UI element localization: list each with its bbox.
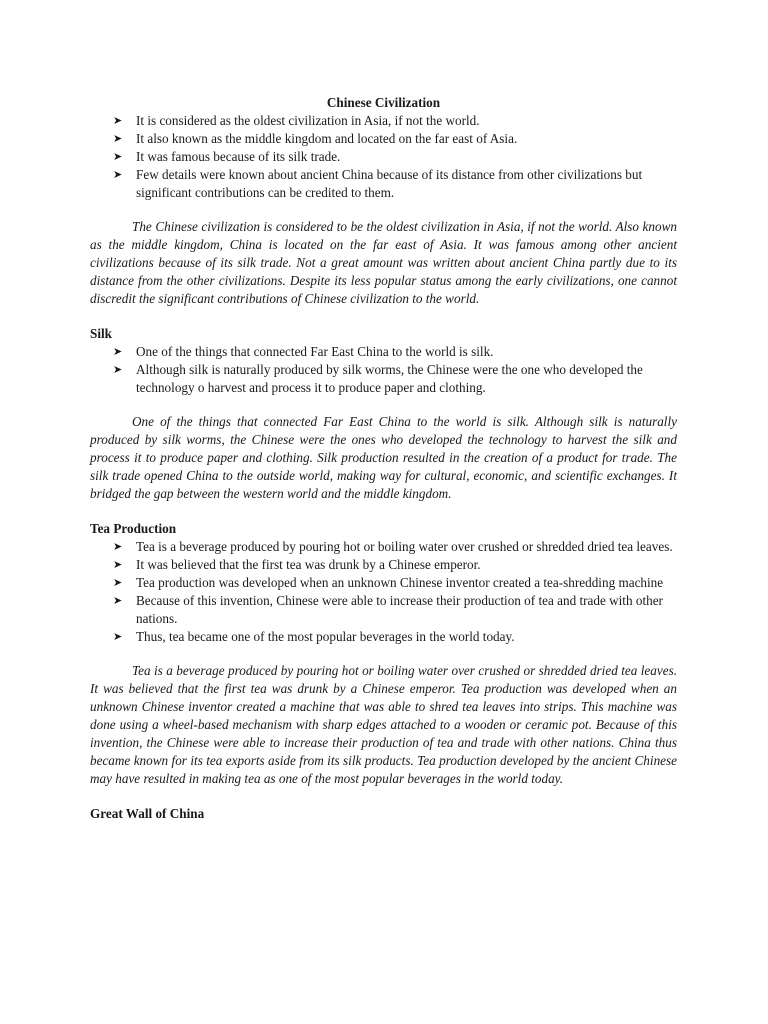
arrow-bullet-icon: ➤ bbox=[113, 115, 123, 127]
list-item: ➤ Tea is a beverage produced by pouring hot or boiling water over crushed or shredded dried tea leaves. bbox=[113, 539, 673, 554]
intro-bullet-list bbox=[90, 112, 677, 202]
section-heading-silk: Silk bbox=[90, 326, 112, 341]
list-item: ➤ One of the things that connected Far East China to the world is silk. bbox=[113, 344, 494, 359]
intro-paragraph: The Chinese civilization is considered to be the oldest civilization in Asia, if not the world. Also known as the middle kingdom, China is located on the far east of Asia. It was famous among other ancient civilizations because of its silk trade. Not a great amount was written about ancient China partly due to its distance from the other civilizations. Despite its less popular status among the early civilizations, one cannot discredit the significant contributions of Chinese civilization to the world. bbox=[90, 219, 677, 306]
arrow-bullet-icon: ➤ bbox=[113, 577, 123, 589]
list-item: ➤ It is considered as the oldest civilization in Asia, if not the world. bbox=[113, 113, 480, 128]
section-heading-tea: Tea Production bbox=[90, 521, 177, 536]
list-item: ➤ Tea production was developed when an unknown Chinese inventor created a tea-shredding machine bbox=[113, 575, 664, 590]
section-heading-great-wall: Great Wall of China bbox=[90, 806, 205, 821]
arrow-bullet-icon: ➤ bbox=[113, 346, 123, 358]
arrow-bullet-icon: ➤ bbox=[113, 133, 123, 145]
arrow-bullet-icon: ➤ bbox=[113, 631, 123, 643]
document-page bbox=[90, 94, 677, 823]
tea-bullet-list bbox=[90, 538, 677, 646]
arrow-bullet-icon: ➤ bbox=[113, 559, 123, 571]
page-title: Chinese Civilization bbox=[326, 95, 441, 110]
list-item: ➤ Because of this invention, Chinese were able to increase their production of tea and trade with other nations. bbox=[113, 593, 663, 626]
list-item: ➤ It also known as the middle kingdom and located on the far east of Asia. bbox=[113, 131, 518, 146]
list-item: ➤ It was believed that the first tea was drunk by a Chinese emperor. bbox=[113, 557, 481, 572]
silk-bullet-list bbox=[90, 343, 677, 397]
arrow-bullet-icon: ➤ bbox=[113, 364, 123, 376]
arrow-bullet-icon: ➤ bbox=[113, 169, 123, 181]
tea-paragraph: Tea is a beverage produced by pouring hot or boiling water over crushed or shredded dried tea leaves. It was believed that the first tea was drunk by a Chinese emperor. Tea production was developed when an unknown Chinese inventor created a machine that was able to shred tea leaves into strips. This machine was done using a wheel-based mechanism with sharp edges attached to a wooden or ceramic pot. Because of this invention, the Chinese were able to increase their production of tea and trade with other nations. China thus became known for its tea exports aside from its silk products. Tea production developed by the ancient Chinese may have resulted in making tea as one of the most popular beverages in the world today. bbox=[90, 663, 677, 786]
arrow-bullet-icon: ➤ bbox=[113, 151, 123, 163]
arrow-bullet-icon: ➤ bbox=[113, 541, 123, 553]
list-item: ➤ Few details were known about ancient China because of its distance from other civilizations but significant contributions can be credited to them. bbox=[113, 167, 643, 200]
list-item: ➤ Although silk is naturally produced by silk worms, the Chinese were the one who developed the technology o harvest and process it to produce paper and clothing. bbox=[113, 362, 643, 395]
list-item: ➤ It was famous because of its silk trade. bbox=[113, 149, 341, 164]
silk-paragraph: One of the things that connected Far East China to the world is silk. Although silk is naturally produced by silk worms, the Chinese were the ones who developed the technology to harvest the silk and process it to produce paper and clothing. Silk production resulted in the creation of a product for trade. The silk trade opened China to the outside world, making way for cultural, economic, and scientific exchanges. It bridged the gap between the western world and the middle kingdom. bbox=[90, 414, 677, 501]
arrow-bullet-icon: ➤ bbox=[113, 595, 123, 607]
list-item: ➤ Thus, tea became one of the most popular beverages in the world today. bbox=[113, 629, 515, 644]
